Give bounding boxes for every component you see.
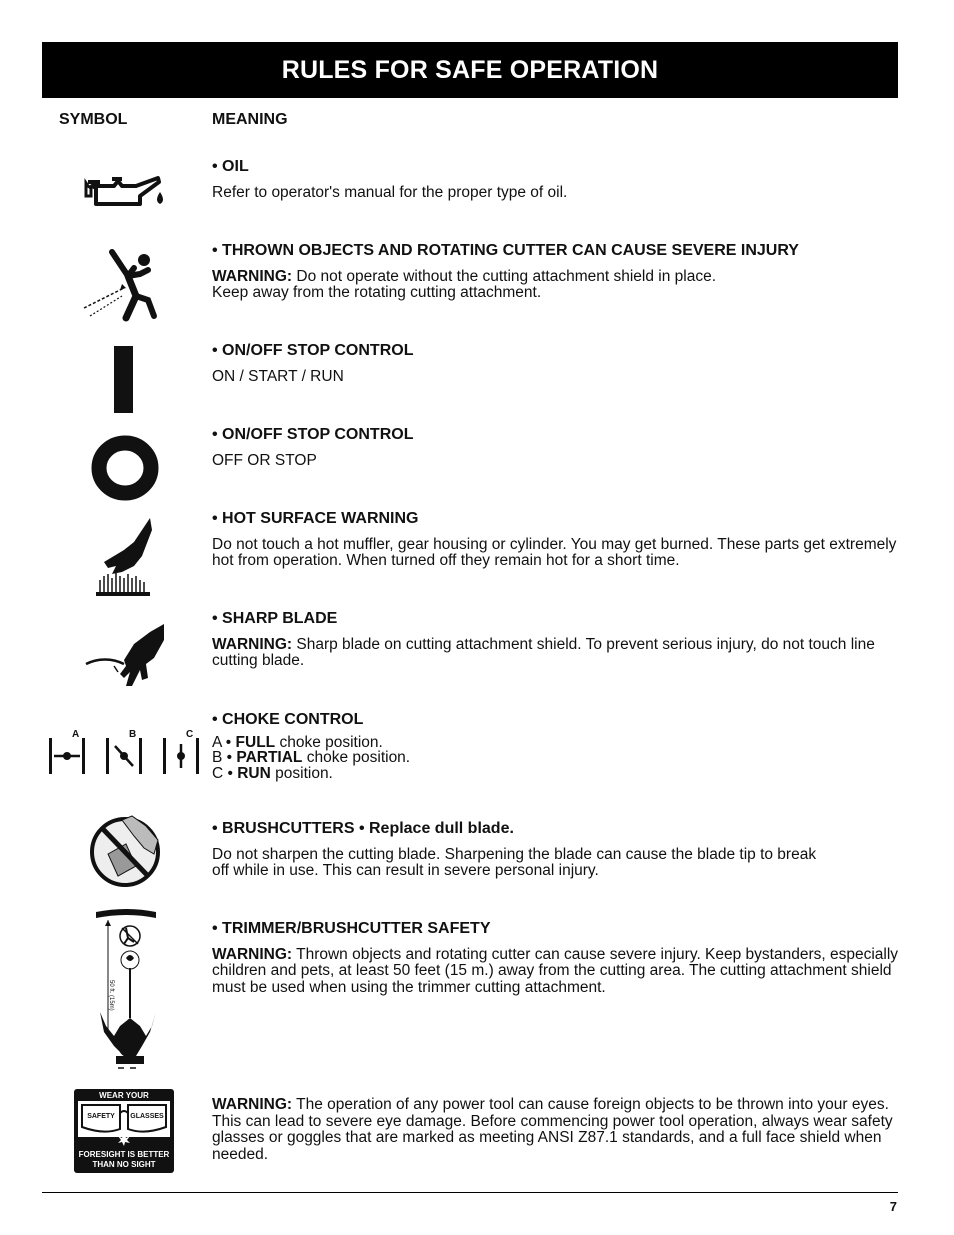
warning-label: WARNING: — [212, 1096, 293, 1113]
sharp-blade-text — [212, 637, 902, 670]
thrown-line1: Do not operate without the cutting attachment shield in place. — [292, 267, 717, 285]
thrown-objects-text — [212, 269, 902, 302]
trimmer-safety-heading: • TRIMMER/BRUSHCUTTER SAFETY — [212, 920, 491, 937]
sign-bottom-text-1: FORESIGHT IS BETTER — [78, 1150, 170, 1159]
no-sharpening-icon — [88, 814, 162, 890]
choke-control-entry — [212, 712, 902, 781]
hot-surface-entry — [212, 511, 902, 570]
oil-text: Refer to operator's manual for the proper type of oil. — [212, 183, 568, 201]
choke-letter-a: A — [72, 729, 80, 740]
choke-control-text — [212, 735, 902, 782]
choke-partial-icon — [105, 736, 145, 776]
brushcutter-text: Do not sharpen the cutting blade. Sharpening the blade can cause the blade tip to break off while in use. This can result in severe personal injury. — [212, 845, 817, 879]
hot-surface-heading: • HOT SURFACE WARNING — [212, 510, 419, 527]
safety-glasses-entry — [212, 1097, 902, 1163]
hot-surface-text: Do not touch a hot muffler, gear housing or cylinder. You may get burned. These parts get extremely hot from operation. When turned off they remain hot for a short time. — [212, 535, 897, 569]
choke-run-icon — [162, 736, 202, 776]
thrown-objects-heading: • THROWN OBJECTS AND ROTATING CUTTER CAN CAUSE SEVERE INJURY — [212, 242, 799, 259]
choke-line-c: C • RUN position. — [212, 764, 333, 782]
trimmer-safety-body: Thrown objects and rotating cutter can cause severe injury. Keep bystanders, especially children and pets, at least 50 feet (15 m.) away from the cutting area. The cutting attachment shield must be used when using the trimmer cutting attachment. — [212, 945, 899, 996]
sharp-blade-body: Sharp blade on cutting attachment shield. To prevent serious injury, do not touch line cutting blade. — [212, 635, 875, 669]
on-control-entry — [212, 343, 902, 385]
thrown-line2: Keep away from the rotating cutting attachment. — [212, 284, 542, 301]
on-control-heading: • ON/OFF STOP CONTROL — [212, 342, 414, 359]
page-number: 7 — [889, 1199, 897, 1214]
thrown-objects-icon — [82, 246, 162, 322]
sign-bottom-text-2: THAN NO SIGHT — [92, 1160, 156, 1169]
trimmer-safety-text — [212, 947, 902, 997]
off-control-text: OFF OR STOP — [212, 451, 317, 469]
sharp-blade-heading: • SHARP BLADE — [212, 610, 338, 627]
off-control-entry — [212, 427, 902, 469]
safety-glasses-body: The operation of any power tool can cause foreign objects to be thrown into your eyes. This can lead to severe eye damage. Before commencing power tool operation, always wear safety glasses or goggles that are marked as meeting ANSI Z87.1 standards, and a full face shield when needed. — [212, 1096, 893, 1163]
choke-letter-b: B — [129, 729, 137, 740]
on-symbol-icon — [112, 346, 136, 414]
thrown-objects-entry — [212, 243, 902, 302]
warning-label: WARNING: — [212, 267, 293, 285]
oil-entry — [212, 159, 902, 201]
distance-label: 50 ft. (15m) — [108, 980, 114, 1011]
oil-can-icon — [82, 174, 166, 210]
hot-surface-icon — [94, 516, 154, 598]
footer-divider — [42, 1192, 898, 1193]
off-symbol-icon — [90, 434, 160, 502]
oil-heading: • OIL — [212, 158, 249, 175]
meaning-column-header: MEANING — [212, 111, 288, 128]
brushcutter-heading: • BRUSHCUTTERS • Replace dull blade. — [212, 820, 514, 837]
safety-glasses-text — [212, 1097, 902, 1163]
choke-control-heading: • CHOKE CONTROL — [212, 711, 364, 728]
sign-top-text: WEAR YOUR — [99, 1091, 149, 1100]
choke-full-icon — [48, 736, 88, 776]
symbol-column-header: SYMBOL — [59, 111, 128, 128]
off-control-heading: • ON/OFF STOP CONTROL — [212, 426, 414, 443]
choke-letter-c: C — [186, 729, 194, 740]
choke-line-a: A • FULL choke position. — [212, 733, 383, 751]
page-title: RULES FOR SAFE OPERATION — [42, 42, 898, 98]
on-control-text: ON / START / RUN — [212, 367, 344, 385]
sign-right-text: GLASSES — [130, 1113, 164, 1120]
trimmer-safety-entry — [212, 921, 902, 996]
choke-line-b: B • PARTIAL choke position. — [212, 749, 411, 766]
warning-label: WARNING: — [212, 635, 293, 653]
sharp-blade-icon — [84, 620, 166, 690]
warning-label: WARNING: — [212, 945, 293, 963]
sharp-blade-entry — [212, 611, 902, 670]
sign-left-text: SAFETY — [87, 1113, 115, 1120]
safety-distance-diagram — [94, 908, 158, 1074]
brushcutter-entry — [212, 821, 902, 880]
safety-glasses-sign-icon — [74, 1089, 174, 1173]
